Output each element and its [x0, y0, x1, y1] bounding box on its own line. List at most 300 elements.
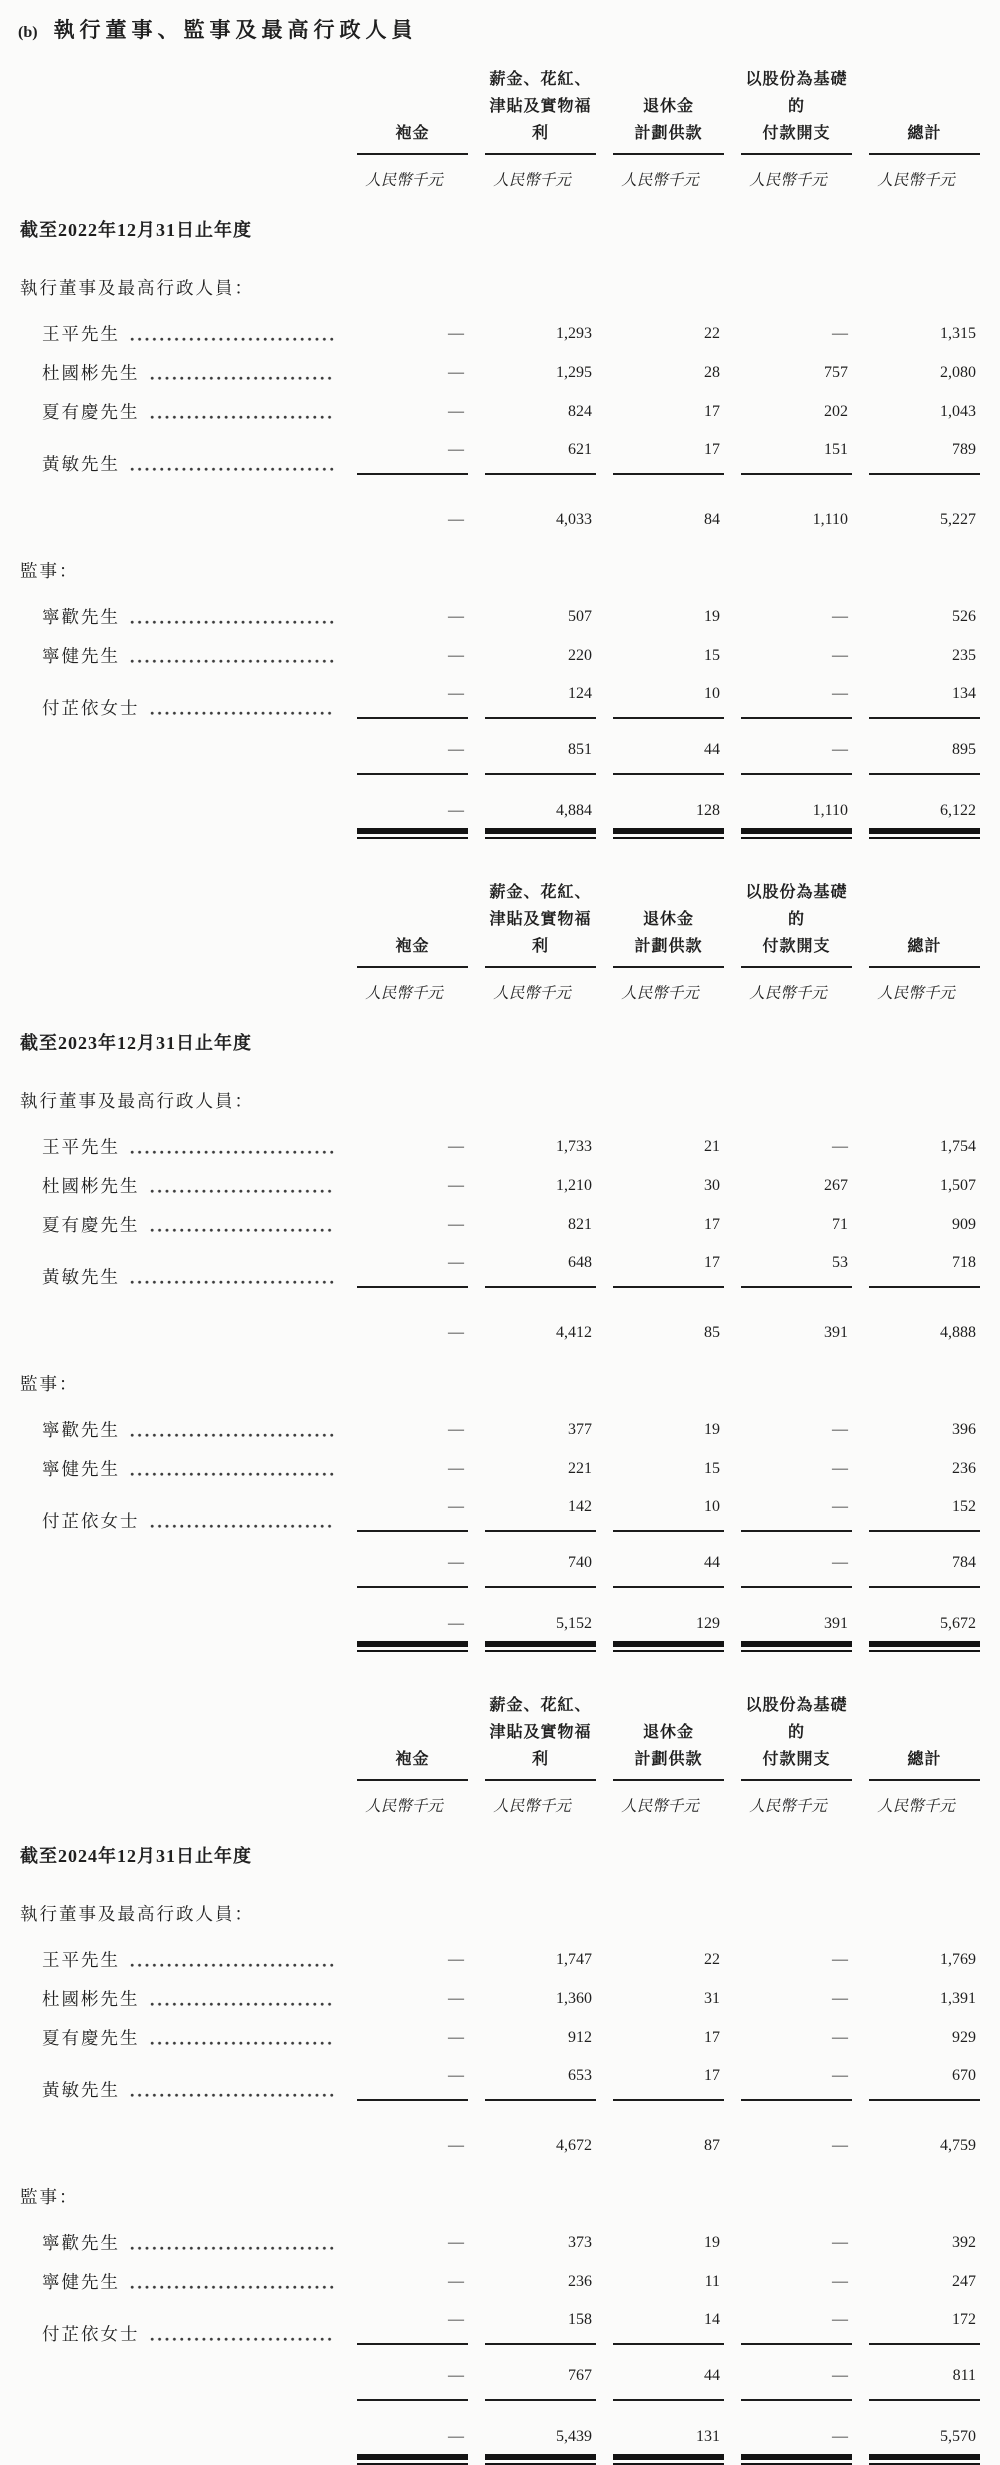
member-name: 寧健先生 [42, 2272, 120, 2292]
amount-value: 784 [952, 1554, 976, 1571]
amount-value: 396 [952, 1421, 976, 1438]
amount-box [869, 362, 980, 384]
amount-box [357, 739, 468, 775]
amount-value: 1,733 [556, 1138, 592, 1155]
column-header-cell [468, 66, 596, 155]
amount-cell [852, 1197, 980, 1236]
amount-value: — [832, 325, 848, 342]
year-heading: 截至2024年12月31日止年度 [20, 1846, 252, 1866]
amount-cell [340, 2101, 468, 2157]
unit-label: 人民幣千元 [493, 985, 571, 1002]
member-row [18, 2293, 980, 2345]
column-header-box [357, 1746, 468, 1781]
unit-label: 人民幣千元 [749, 985, 827, 1002]
amount-box [869, 2065, 980, 2101]
member-row [18, 1158, 980, 1197]
member-row [18, 2049, 980, 2101]
amount-box [485, 1552, 596, 1588]
amount-cell [724, 719, 852, 775]
amount-box [869, 323, 980, 345]
amount-value: — [448, 2367, 464, 2384]
amount-value: 10 [704, 1498, 720, 1515]
amount-value: 648 [568, 1254, 592, 1271]
total-rule [613, 800, 724, 839]
amount-cell [468, 1588, 596, 1652]
amount-value: 22 [704, 1951, 720, 1968]
amount-value: — [832, 2029, 848, 2046]
amount-value: 85 [704, 1324, 720, 1341]
amount-value: 236 [568, 2273, 592, 2290]
amount-cell [724, 1158, 852, 1197]
supervisor-subtotal-row [18, 2345, 980, 2401]
member-label-cell [18, 1480, 340, 1532]
column-header-line2: 付款開支 [762, 1751, 831, 1768]
column-header-line1: 薪金、花紅、 [489, 884, 592, 901]
amount-cell [596, 306, 724, 345]
amount-value: — [448, 2311, 464, 2328]
column-header-row [18, 1692, 980, 1781]
amount-cell [596, 2254, 724, 2293]
member-label-cell [18, 1971, 340, 2010]
unit-cell [468, 1781, 596, 1828]
amount-value: 909 [952, 1216, 976, 1233]
amount-box [357, 1322, 468, 1344]
member-name-cell [18, 1419, 340, 1441]
amount-box [869, 1552, 980, 1588]
amount-cell [468, 306, 596, 345]
amount-box [357, 1988, 468, 2010]
amount-value: 17 [704, 2029, 720, 2046]
supervisor-section-label: 監事： [20, 2187, 79, 2207]
amount-box [357, 362, 468, 384]
amount-box [869, 1252, 980, 1288]
amount-value: 1,043 [940, 403, 976, 420]
dot-leader [150, 1228, 335, 1233]
amount-cell [468, 1158, 596, 1197]
member-label-cell [18, 1932, 340, 1971]
amount-box [741, 606, 852, 628]
amount-cell [468, 775, 596, 839]
amount-box [357, 606, 468, 628]
amount-cell [596, 1288, 724, 1344]
amount-box [613, 439, 724, 475]
amount-box [485, 401, 596, 423]
column-header-cell [724, 1692, 852, 1781]
amount-box [357, 1214, 468, 1236]
member-name-cell [18, 1510, 340, 1532]
amount-value: 1,754 [940, 1138, 976, 1155]
exec-subtotal-row [18, 475, 980, 531]
unit-label: 人民幣千元 [621, 172, 699, 189]
amount-cell [724, 1480, 852, 1532]
unit-row [18, 155, 980, 202]
amount-value: 653 [568, 2067, 592, 2084]
amount-value: — [448, 1177, 464, 1194]
column-header-row [18, 879, 980, 968]
member-name: 付芷依女士 [42, 2324, 140, 2344]
column-header-cell [724, 879, 852, 968]
column-header-line2: 計劃供款 [634, 1751, 703, 1768]
column-header-cell [852, 879, 980, 968]
column-header-line2: 付款開支 [762, 125, 831, 142]
amount-cell [852, 719, 980, 775]
amount-cell [852, 1119, 980, 1158]
amount-cell [468, 2401, 596, 2465]
amount-value: — [832, 1138, 848, 1155]
member-name-cell [18, 1136, 340, 1158]
member-row [18, 667, 980, 719]
amount-box [485, 2365, 596, 2401]
member-row [18, 628, 980, 667]
amount-box [869, 2027, 980, 2049]
amount-value: — [448, 1951, 464, 1968]
member-name: 寧健先生 [42, 646, 120, 666]
amount-value: 1,391 [940, 1990, 976, 2007]
amount-cell [468, 1119, 596, 1158]
amount-value: 895 [952, 741, 976, 758]
amount-cell [340, 1119, 468, 1158]
amount-value: 4,888 [940, 1324, 976, 1341]
amount-value: 17 [704, 1254, 720, 1271]
amount-value: 44 [704, 2367, 720, 2384]
amount-value: 5,439 [556, 2428, 592, 2445]
amount-box [741, 2065, 852, 2101]
amount-box [741, 1458, 852, 1480]
amount-cell [340, 384, 468, 423]
unit-label: 人民幣千元 [493, 172, 571, 189]
amount-cell [724, 306, 852, 345]
member-label-cell [18, 1441, 340, 1480]
amount-box [869, 1988, 980, 2010]
total-rule-inner [357, 800, 468, 834]
amount-cell [468, 1197, 596, 1236]
amount-cell [596, 1532, 724, 1588]
amount-box [741, 645, 852, 667]
amount-cell [468, 423, 596, 475]
amount-cell [340, 2345, 468, 2401]
dot-leader [130, 659, 334, 664]
column-header-cell [596, 1692, 724, 1781]
exec-subtotal-row [18, 2101, 980, 2157]
amount-value: 22 [704, 325, 720, 342]
total-rule [357, 800, 468, 839]
row-label-spacer [18, 1288, 340, 1344]
amount-cell [852, 2215, 980, 2254]
amount-box [869, 1322, 980, 1344]
amount-value: — [448, 1324, 464, 1341]
amount-cell [340, 345, 468, 384]
amount-value: 221 [568, 1460, 592, 1477]
amount-box [869, 606, 980, 628]
amount-value: 235 [952, 647, 976, 664]
amount-cell [468, 628, 596, 667]
amount-cell [724, 667, 852, 719]
amount-cell [724, 1197, 852, 1236]
amount-cell [724, 2254, 852, 2293]
dot-leader [150, 711, 335, 716]
unit-cell [468, 968, 596, 1015]
column-header-line1: 薪金、花紅、 [489, 1697, 592, 1714]
column-header-box [485, 1692, 596, 1781]
amount-cell [852, 1480, 980, 1532]
amount-box [613, 683, 724, 719]
amount-cell [468, 1402, 596, 1441]
member-label-cell [18, 1402, 340, 1441]
amount-cell [468, 667, 596, 719]
member-row [18, 423, 980, 475]
amount-value: — [832, 2367, 848, 2384]
amount-cell [724, 2101, 852, 2157]
member-name-cell [18, 401, 340, 423]
amount-value: — [448, 1498, 464, 1515]
member-name: 付芷依女士 [42, 698, 140, 718]
amount-box [613, 739, 724, 775]
member-name: 寧歡先生 [42, 607, 120, 627]
amount-value: — [832, 685, 848, 702]
unit-cell [596, 155, 724, 202]
amount-value: 131 [696, 2428, 720, 2445]
column-header-cell [596, 66, 724, 155]
amount-value: — [832, 608, 848, 625]
total-rule [357, 1613, 468, 1652]
amount-value: — [832, 647, 848, 664]
amount-cell [852, 1971, 980, 2010]
amount-value: — [448, 1254, 464, 1271]
amount-cell [724, 1971, 852, 2010]
amount-box [485, 2027, 596, 2049]
amount-box [357, 2027, 468, 2049]
member-name-cell [18, 2027, 340, 2049]
amount-value: 17 [704, 2067, 720, 2084]
amount-cell [596, 423, 724, 475]
amount-cell [596, 1236, 724, 1288]
amount-cell [852, 1532, 980, 1588]
amount-cell [852, 2049, 980, 2101]
dot-leader [130, 2285, 334, 2290]
grand-total-row [18, 775, 980, 839]
amount-cell [724, 2345, 852, 2401]
amount-cell [596, 1480, 724, 1532]
amount-box [613, 2309, 724, 2345]
amount-value: 14 [704, 2311, 720, 2328]
amount-cell [596, 2101, 724, 2157]
amount-cell [596, 2010, 724, 2049]
unit-label: 人民幣千元 [621, 985, 699, 1002]
grand-total-row [18, 1588, 980, 1652]
unit-cell [340, 1781, 468, 1828]
column-header-line2: 總計 [907, 1751, 942, 1768]
amount-cell [852, 1402, 980, 1441]
amount-box [485, 739, 596, 775]
amount-value: 236 [952, 1460, 976, 1477]
amount-value: — [448, 1421, 464, 1438]
amount-value: — [832, 1460, 848, 1477]
amount-cell [852, 1932, 980, 1971]
amount-cell [340, 1158, 468, 1197]
amount-box [869, 1949, 980, 1971]
member-row [18, 2010, 980, 2049]
amount-cell [852, 2254, 980, 2293]
amount-value: 71 [832, 1216, 848, 1233]
amount-box [613, 606, 724, 628]
supervisor-section-label: 監事： [20, 561, 79, 581]
member-label-cell [18, 1119, 340, 1158]
amount-cell [340, 1441, 468, 1480]
amount-box [357, 1458, 468, 1480]
page-title [18, 14, 980, 44]
amount-cell [852, 2010, 980, 2049]
amount-box [485, 439, 596, 475]
amount-value: 718 [952, 1254, 976, 1271]
amount-box [613, 1988, 724, 2010]
amount-value: — [832, 2428, 848, 2445]
amount-value: 1,110 [812, 511, 848, 528]
dot-leader [130, 1472, 334, 1477]
amount-cell [468, 2345, 596, 2401]
amount-box [613, 2271, 724, 2293]
amount-value: 1,295 [556, 364, 592, 381]
amount-cell [596, 2215, 724, 2254]
amount-cell [596, 475, 724, 531]
member-row [18, 1932, 980, 1971]
amount-value: 87 [704, 2137, 720, 2154]
member-name: 王平先生 [42, 1950, 120, 1970]
amount-box [613, 1496, 724, 1532]
unit-row [18, 968, 980, 1015]
member-name: 黃敏先生 [42, 1267, 120, 1287]
header-spacer [18, 66, 340, 155]
member-name-cell [18, 645, 340, 667]
total-rule [613, 2426, 724, 2465]
total-rule [869, 1613, 980, 1652]
amount-cell [340, 2215, 468, 2254]
amount-box [741, 2309, 852, 2345]
amount-box [357, 1419, 468, 1441]
total-rule [485, 1613, 596, 1652]
row-label-spacer [18, 475, 340, 531]
member-name: 杜國彬先生 [42, 1176, 140, 1196]
amount-box [357, 1496, 468, 1532]
amount-cell [852, 1236, 980, 1288]
member-name-cell [18, 2323, 340, 2345]
amount-box [741, 2027, 852, 2049]
amount-cell [340, 667, 468, 719]
amount-cell [724, 475, 852, 531]
amount-box [485, 1252, 596, 1288]
amount-value: 44 [704, 1554, 720, 1571]
row-label-spacer [18, 2401, 340, 2465]
year-heading-row [18, 1015, 980, 1061]
amount-box [613, 323, 724, 345]
amount-box [613, 1322, 724, 1344]
amount-cell [596, 1158, 724, 1197]
amount-value: — [448, 511, 464, 528]
amount-value: 17 [704, 1216, 720, 1233]
total-rule [869, 800, 980, 839]
column-header-box [869, 1746, 980, 1781]
unit-cell [724, 155, 852, 202]
total-rule-inner [485, 1613, 596, 1647]
column-header-line2: 袍金 [395, 125, 430, 142]
amount-cell [340, 1932, 468, 1971]
amount-cell [340, 1236, 468, 1288]
amount-cell [852, 2345, 980, 2401]
total-rule-inner [741, 2426, 852, 2460]
column-header-cell [340, 1692, 468, 1781]
member-label-cell [18, 2049, 340, 2101]
amount-cell [468, 1971, 596, 2010]
title-text: 執行董事、監事及最高行政人員 [53, 18, 418, 42]
member-label-cell [18, 2010, 340, 2049]
unit-label: 人民幣千元 [877, 172, 955, 189]
amount-box [869, 1496, 980, 1532]
amount-cell [596, 1932, 724, 1971]
unit-spacer [18, 968, 340, 1015]
amount-cell [468, 589, 596, 628]
amount-cell [340, 589, 468, 628]
member-row [18, 1441, 980, 1480]
amount-value: — [832, 1951, 848, 1968]
total-rule [485, 2426, 596, 2465]
amount-value: 373 [568, 2234, 592, 2251]
member-name: 王平先生 [42, 324, 120, 344]
amount-cell [596, 1402, 724, 1441]
amount-cell [852, 2401, 980, 2465]
column-header-cell [852, 1692, 980, 1781]
amount-value: 1,769 [940, 1951, 976, 1968]
amount-value: — [832, 2067, 848, 2084]
amount-box [741, 1988, 852, 2010]
amount-box [869, 1136, 980, 1158]
amount-box [357, 645, 468, 667]
amount-cell [596, 2049, 724, 2101]
amount-box [613, 2135, 724, 2157]
column-header-cell [340, 879, 468, 968]
member-name-cell [18, 2232, 340, 2254]
amount-value: — [832, 2273, 848, 2290]
amount-value: 5,152 [556, 1615, 592, 1632]
amount-box [741, 323, 852, 345]
amount-value: 19 [704, 608, 720, 625]
member-name-cell [18, 1949, 340, 1971]
amount-value: 4,884 [556, 802, 592, 819]
header-spacer [18, 879, 340, 968]
amount-value: 172 [952, 2311, 976, 2328]
amount-value: — [832, 2137, 848, 2154]
member-name: 付芷依女士 [42, 1511, 140, 1531]
column-header-line2: 袍金 [395, 938, 430, 955]
amount-value: 21 [704, 1138, 720, 1155]
amount-value: — [448, 647, 464, 664]
amount-cell [340, 1532, 468, 1588]
amount-cell [596, 345, 724, 384]
dot-leader [150, 376, 335, 381]
amount-value: — [448, 741, 464, 758]
amount-value: — [832, 1498, 848, 1515]
amount-cell [468, 475, 596, 531]
amount-value: — [448, 685, 464, 702]
member-row [18, 1971, 980, 2010]
amount-cell [852, 423, 980, 475]
dot-leader [150, 415, 335, 420]
amount-value: 391 [824, 1324, 848, 1341]
amount-box [869, 2135, 980, 2157]
amount-value: 757 [824, 364, 848, 381]
amount-value: — [448, 2273, 464, 2290]
column-header-box [613, 93, 724, 155]
dot-leader [150, 2337, 335, 2342]
dot-leader [130, 620, 334, 625]
